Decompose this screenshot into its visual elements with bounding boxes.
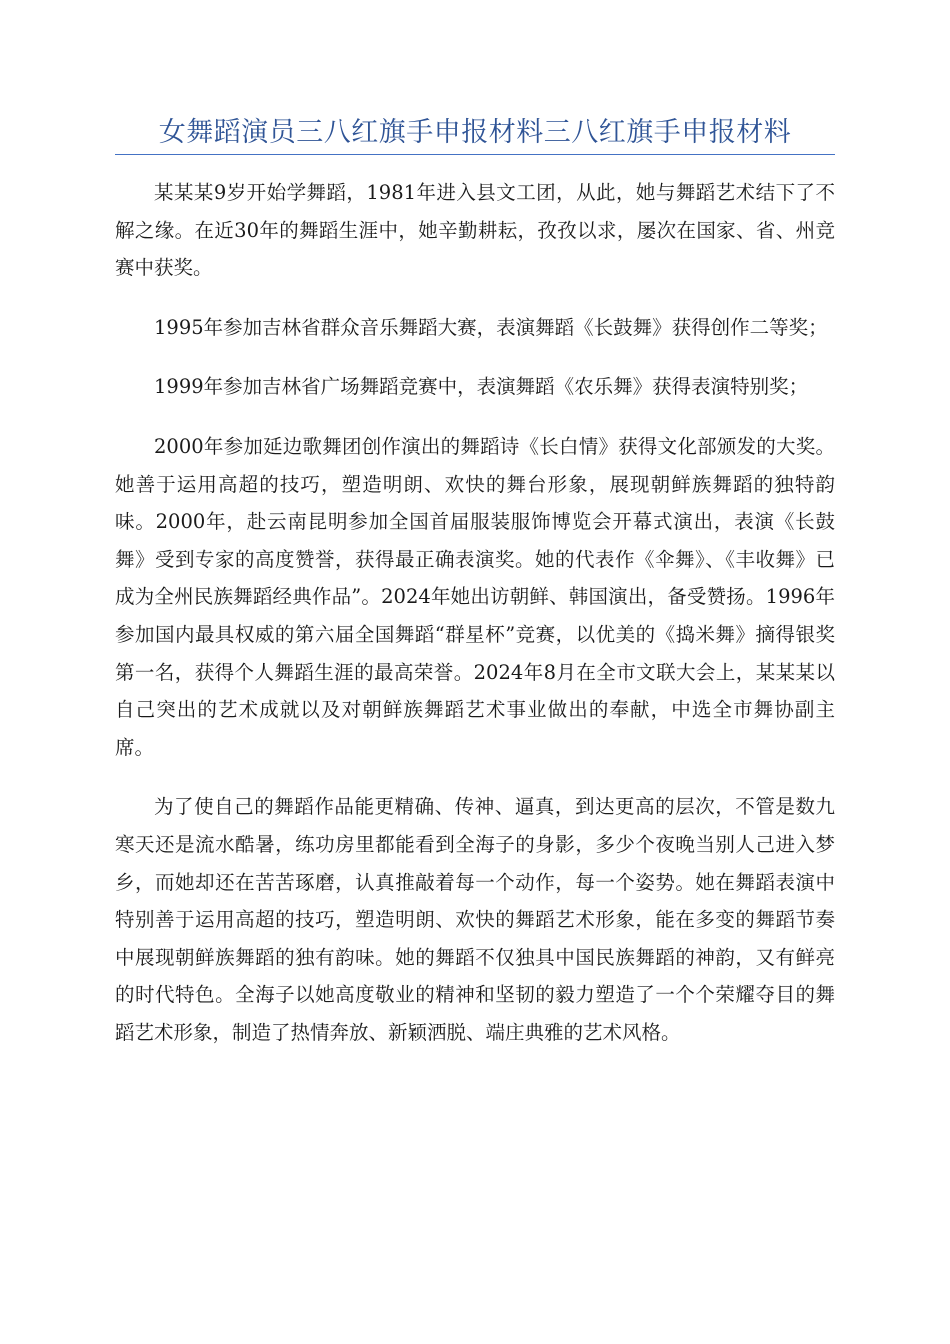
paragraph-award-1995: 1995年参加吉林省群众音乐舞蹈大赛，表演舞蹈《长鼓舞》获得创作二等奖； bbox=[154, 315, 828, 339]
paragraph-award-1999: 1999年参加吉林省广场舞蹈竞赛中，表演舞蹈《农乐舞》获得表演特别奖； bbox=[154, 375, 809, 399]
document-title: 女舞蹈演员三八红旗手申报材料三八红旗手申报材料 bbox=[158, 117, 792, 148]
title-underline bbox=[115, 154, 835, 155]
paragraph-dedication: 为了使自己的舞蹈作品能更精确、传神、逼真，到达更高的层次，不管是数九寒天还是流水酷暑，练功房里都能看到全海子的身影，多少个夜晚当别人己进入梦乡，而她却还在苦苦琢磨，认真推敲着每一个动作，每一个姿势。她在舞蹈表演中特别善于运用高超的技巧，塑造明朗、欢快的舞蹈艺术形象，能在多变的舞蹈节奏中展现朝鲜族舞蹈的独有韵味。她的舞蹈不仅独具中国民族舞蹈的神韵，又有鲜亮的时代特色。全海子以她高度敬业的精神和坚韧的毅力塑造了一个个荣耀夺目的舞蹈艺术形象，制造了热情奔放、新颖洒脱、端庄典雅的艺术风格。 bbox=[115, 795, 835, 1044]
document-body bbox=[115, 174, 835, 1073]
paragraph-award-2000: 2000年参加延边歌舞团创作演出的舞蹈诗《长白情》获得文化部颁发的大奖。她善于运用高超的技巧，塑造明朗、欢快的舞台形象，展现朝鲜族舞蹈的独特韵味。2000年，赴云南昆明参加全国首届服装服饰博览会开幕式演出，表演《长鼓舞》受到专家的高度赞誉，获得最正确表演奖。她的代表作《伞舞》、《丰收舞》已成为全州民族舞蹈经典作品”。2024年她出访朝鲜、韩国演出，备受赞扬。1996年参加国内最具权威的第六届全国舞蹈“群星杯”竞赛，以优美的《捣米舞》摘得银奖第一名，获得个人舞蹈生涯的最高荣誉。2024年8月在全市文联大会上，某某某以自己突出的艺术成就以及对朝鲜族舞蹈艺术事业做出的奉献，中选全市舞协副主席。 bbox=[115, 434, 835, 759]
paragraph-intro: 某某某9岁开始学舞蹈，1981年进入县文工团，从此，她与舞蹈艺术结下了不解之缘。在近30年的舞蹈生涯中，她辛勤耕耘，孜孜以求，屡次在国家、省、州竞赛中获奖。 bbox=[115, 181, 835, 280]
